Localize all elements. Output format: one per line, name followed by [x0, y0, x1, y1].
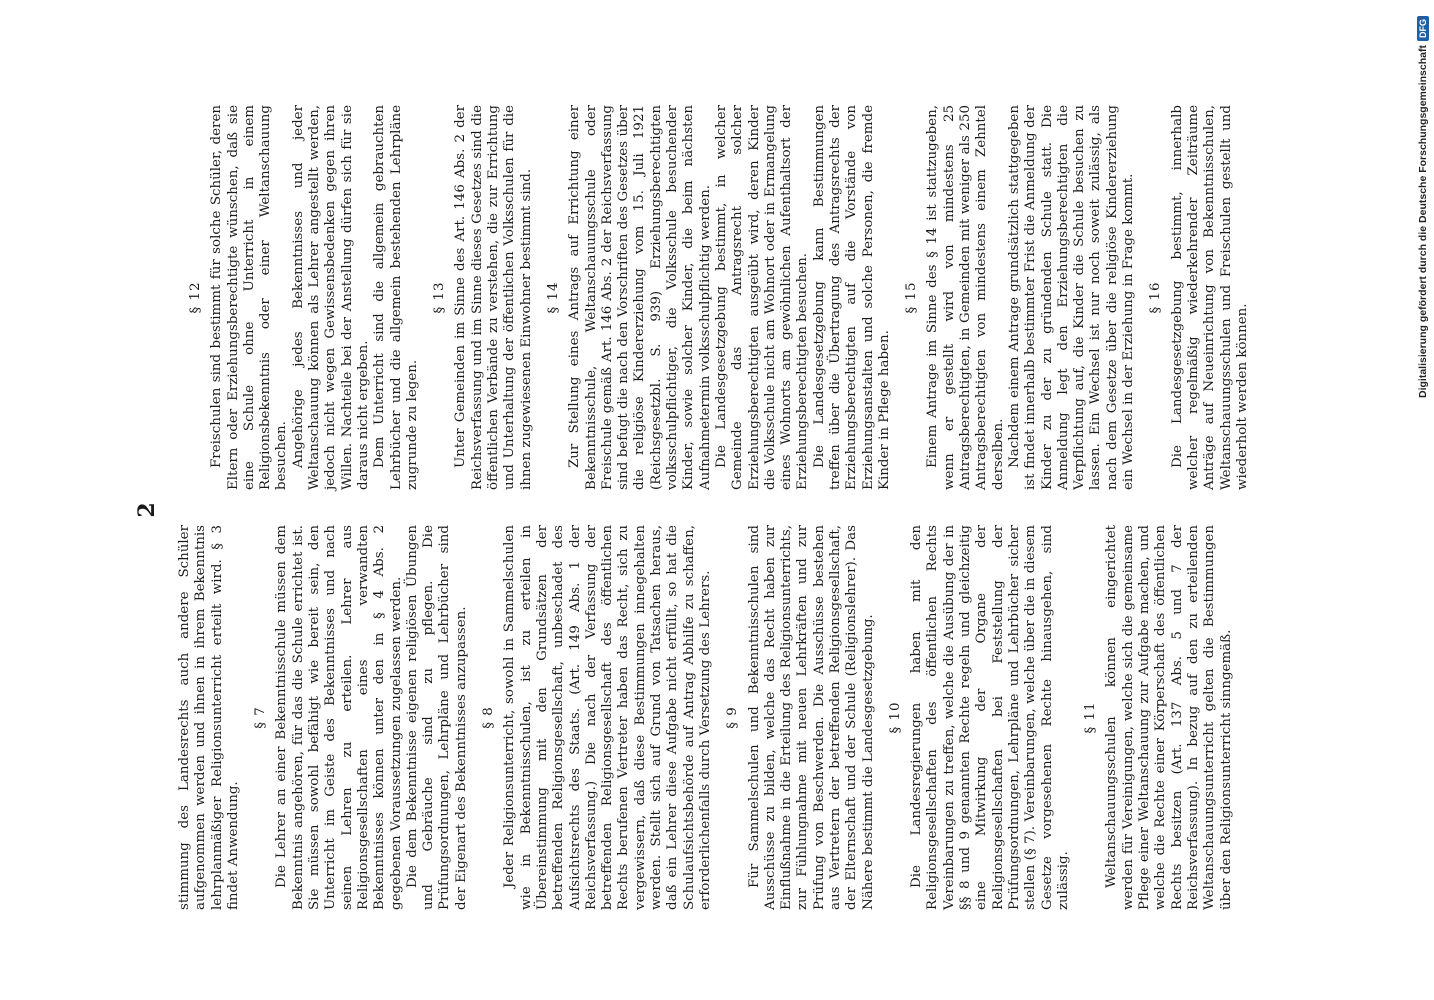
paragraph: Die Lehrer an einer Bekenntnisschule müssen dem Bekenntnis angehören, für das die Schule errichtet ist. Sie müssen sowohl befähigt wie bereit sein, den Unterricht im Geiste des Bekenntnisses und nach seinen Lehren zu erteilen. Lehrer aus Religionsgesellschaften eines verwandten Bekenntnisses können unter den in § 4 Abs. 2 gegebenen Voraussetzungen zugelassen werden.: [274, 525, 404, 910]
section-heading: § 11: [1083, 701, 1099, 734]
paragraph: Freischulen sind bestimmt für solche Schüler, deren Eltern oder Erziehungsberechtigte wünschen, daß sie eine Schule ohne Unterricht in einem Religionsbekenntnis oder einer Weltanschauung besuchen.: [209, 105, 290, 490]
dfg-logo: DFG: [1417, 16, 1429, 41]
paragraph: Dem Unterricht sind die allgemein gebrauchten Lehrbücher und die allgemein bestehenden Lehrpläne zugrunde zu legen.: [372, 105, 420, 490]
section-heading: § 8: [481, 706, 497, 729]
section-heading: § 7: [253, 706, 269, 729]
document-page: [133, 90, 1313, 930]
paragraph: Nachdem einem Antrage grundsätzlich stattgegeben ist findet innerhalb bestimmter Frist die Anmeldung der Kinder zu der zu gründenden Schule statt. Die Anmeldung legt den Erziehungsberechtigten die Verpflichtung auf, die Kinder die Schule besuchen zu lassen. Ein Wechsel ist nur noch soweit zulässig, als nach dem Gesetze über die religiöse Kindererziehung ein Wechsel in der Erziehung in Frage kommt.: [1006, 105, 1137, 490]
section-heading: § 16: [1148, 281, 1164, 314]
paragraph: stimmung des Landesrechts auch andere Schüler aufgenommen werden und ihnen in ihrem Bekenntnis lehrplanmäßiger Religionsunterricht erteilt wird. § 3 findet Anwendung.: [177, 525, 241, 910]
paragraph: Die Landesgesetzgebung bestimmt, innerhalb welcher regelmäßig wiederkehrender Zeiträume Anträge auf Neueinrichtung von Bekenntnisschulen, Weltanschauungsschulen und Freischulen gestellt und wiederholt werden können.: [1169, 105, 1250, 490]
section-heading: § 10: [887, 701, 903, 734]
paragraph: Für Sammelschulen und Bekenntnisschulen sind Ausschüsse zu bilden, welche das Recht haben zur Einflußnahme in die Erteilung des Religionsunterrichts, zur Fühlungnahme mit neuen Lehrkräften und zur Prüfung von Beschwerden. Die Ausschüsse bestehen aus Vertretern der betreffenden Religionsgesellschaft, der Elternschaft und der Schule (Religionslehrer). Das Nähere bestimmt die Landesgesetzgebung.: [746, 525, 876, 910]
paragraph: Einem Antrage im Sinne des § 14 ist stattzugeben, wenn er gestellt wird von mindestens 25 Antragsberechtigten, in Gemeinden mit weniger als 250 Antragsberechtigten von mindestens einem Zehntel derselben.: [925, 105, 1006, 490]
section-heading: § 15: [904, 281, 920, 314]
section-heading: § 14: [545, 281, 561, 314]
paragraph: Die dem Bekenntnisse eigenen religiösen Übungen und Gebräuche sind zu pflegen. Die Prüfungsordnungen, Lehrpläne und Lehrbücher sind der Eigenart des Bekenntnisses anzupassen.: [404, 525, 469, 910]
section-heading: § 9: [725, 706, 741, 729]
paragraph: Die Landesregierungen haben mit den Religionsgesellschaften des öffentlichen Rechts Vereinbarungen zu treffen, welche die Ausübung der in §§ 8 und 9 genannten Rechte regeln und gleichzeitig eine Mitwirkung der Organe der Religionsgesellschaften bei Feststellung der Prüfungsordnungen, Lehrpläne und Lehrbücher sicher stellen (§ 7). Vereinbarungen, welche über die in diesem Gesetze vorgesehenen Rechte hinausgehen, sind zulässig.: [909, 525, 1071, 910]
paragraph: Die Landesgesetzgebung kann Bestimmungen treffen über die Übertragung des Antragsrechts der Erziehungsberechtigten auf die Vorstände von Erziehungsanstalten und solche Personen, die fremde Kinder in Pflege haben.: [811, 105, 892, 490]
paragraph: Unter Gemeinden im Sinne des Art. 146 Abs. 2 der Reichsverfassung und im Sinne dieses Gesetzes sind die öffentlichen Verbände zu verstehen, die zur Errichtung und Unterhaltung der öffentlichen Volksschulen für die ihnen zugewiesenen Einwohner bestimmt sind.: [453, 105, 534, 490]
paragraph: Jeder Religionsunterricht, sowohl in Sammelschulen wie in Bekenntnisschulen, ist zu erteilen in Übereinstimmung mit den Grundsätzen der betreffenden Religionsgesellschaft, unbeschadet des Aufsichtsrechts des Staats. (Art. 149 Abs. 1 der Reichsverfassung.) Die nach der Verfassung der betreffenden Religionsgesellschaft des öffentlichen Rechts berufenen Vertreter haben das Recht, sich zu vergewissern, daß diese Bestimmungen innegehalten werden. Stellt sich auf Grund von Tatsachen heraus, daß ein Lehrer diese Aufgabe nicht erfüllt, so hat die Schulaufsichtsbehörde auf Antrag Abhilfe zu schaffen, erforderlichenfalls durch Versetzung des Lehrers.: [502, 525, 713, 910]
scanned-page-sheet: [133, 90, 1313, 930]
paragraph: Die Landesgesetzgebung bestimmt, in welcher Gemeinde das Antragsrecht solcher Erziehungsberechtigten ausgeübt wird, deren Kinder die Volksschule nicht am Wohnort oder in Ermangelung eines Wohnorts am gewöhnlichen Aufenthaltsort der Erziehungsberechtigten besuchen.: [713, 105, 811, 490]
right-column: [177, 105, 1251, 490]
section-heading: § 13: [432, 281, 448, 314]
page-number: 2: [134, 502, 160, 518]
paragraph: Zur Stellung eines Antrags auf Errichtung einer Bekenntnisschule, Weltanschauungsschule oder Freischule gemäß Art. 146 Abs. 2 der Reichsverfassung sind befugt die nach den Vorschriften des Gesetzes über die religiöse Kindererziehung vom 15. Juli 1921 (Reichsgesetzbl. S. 939) Erziehungsberechtigten volksschulpflichtiger, die Volksschule besuchender Kinder, sowie solcher Kinder, die beim nächsten Aufnahmetermin volksschulpflichtig werden.: [567, 105, 713, 490]
credit-text: Digitalisierung gefördert durch die Deutsche Forschungsgemeinschaft: [1417, 45, 1429, 398]
paragraph: Weltanschauungsschulen können eingerichtet werden für Vereinigungen, welche sich die gemeinsame Pflege einer Weltanschauung zur Aufgabe machen, und welche die Rechte einer Körperschaft des öffentlichen Rechts besitzen (Art. 137 Abs. 5 und 7 der Reichsverfassung). In bezug auf den zu erteilenden Weltanschauungsunterricht gelten die Bestimmungen über den Religionsunterricht sinngemäß.: [1104, 525, 1234, 910]
paragraph: Angehörige jedes Bekenntnisses und jeder Weltanschauung können als Lehrer angestellt werden, jedoch nicht wegen Gewissensbedenken gegen ihren Willen. Nachteile bei der Anstellung dürfen sich für sie daraus nicht ergeben.: [290, 105, 371, 490]
left-column: [177, 525, 1235, 910]
digitization-credit: [1414, 8, 1432, 398]
section-heading: § 12: [188, 281, 203, 314]
